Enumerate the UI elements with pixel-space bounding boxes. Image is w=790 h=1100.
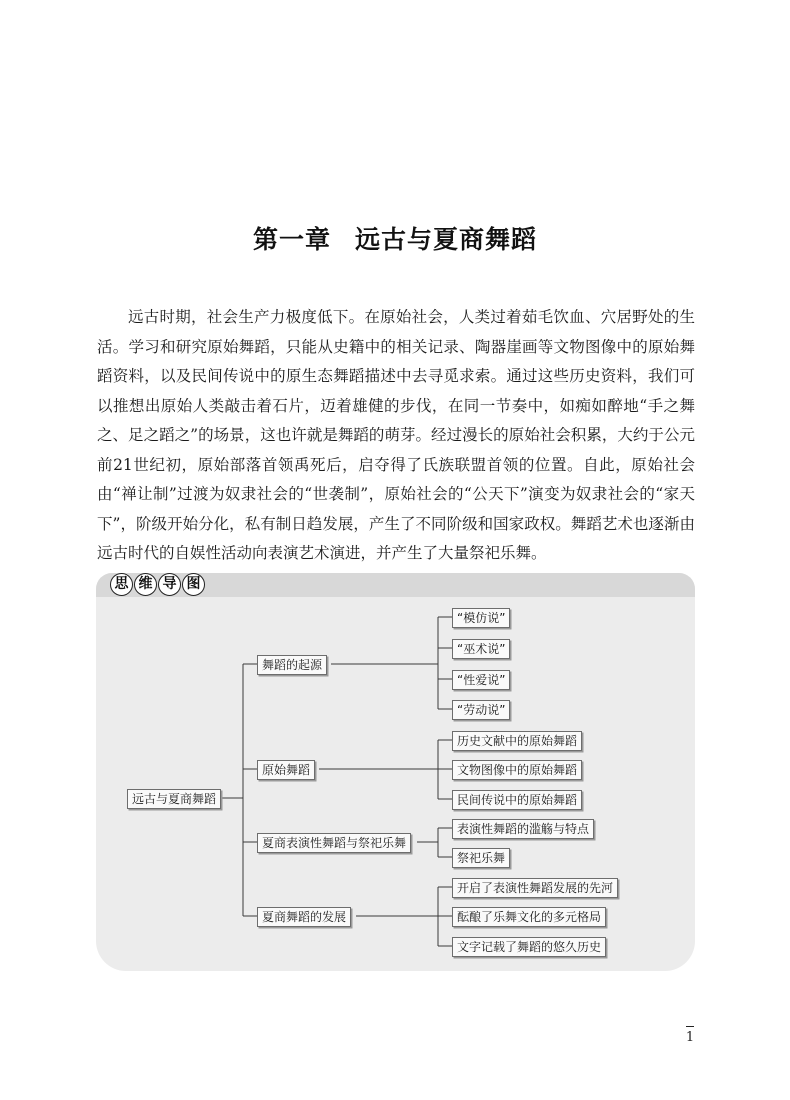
mind-map-leaf-node: 表演性舞蹈的滥觞与特点 (452, 819, 594, 839)
mind-map-root-node: 远古与夏商舞蹈 (127, 789, 221, 809)
page-number-rule (686, 1026, 694, 1027)
mind-map-leaf-node: “巫术说” (452, 639, 510, 659)
mind-map-label-char: 维 (134, 573, 157, 596)
chapter-name: 远古与夏商舞蹈 (355, 224, 538, 254)
intro-paragraph: 远古时期，社会生产力极度低下。在原始社会，人类过着茹毛饮血、穴居野处的生活。学习和研究原始舞蹈，只能从史籍中的相关记录、陶器崖画等文物图像中的原始舞蹈资料，以及民间传说中的原生态舞蹈描述中去寻觅求索。通过这些历史资料，我们可以推想出原始人类敲击着石片，迈着雄健的步伐，在同一节奏中，如痴如醉地“手之舞之、足之蹈之”的场景，这也许就是舞蹈的萌芽。经过漫长的原始社会积累，大约于公元前21世纪初，原始部落首领禹死后，启夺得了氏族联盟首领的位置。自此，原始社会由“禅让制”过渡为奴隶社会的“世袭制”，原始社会的“公天下”演变为奴隶社会的“家天下”，阶级开始分化，私有制日趋发展，产生了不同阶级和国家政权。舞蹈艺术也逐渐由远古时代的自娱性活动向表演艺术演进，并产生了大量祭祀乐舞。 (97, 308, 695, 562)
mind-map-label-char: 导 (158, 573, 181, 596)
mind-map-leaf-node: 文物图像中的原始舞蹈 (452, 760, 582, 780)
mind-map-leaf-node: 开启了表演性舞蹈发展的先河 (452, 878, 618, 898)
mind-map-panel (96, 573, 695, 971)
chapter-number: 第一章 (252, 224, 331, 254)
page-number (682, 1026, 698, 1045)
chapter-title (0, 220, 790, 256)
mind-map-leaf-node: “模仿说” (452, 608, 510, 628)
mind-map-leaf-node: 祭祀乐舞 (452, 848, 510, 868)
mind-map-branch-node: 原始舞蹈 (257, 760, 315, 780)
mind-map-branch-node: 夏商舞蹈的发展 (257, 907, 351, 927)
mind-map-label-char: 思 (110, 573, 133, 596)
mind-map-branch-node: 舞蹈的起源 (257, 655, 327, 675)
mind-map-leaf-node: 民间传说中的原始舞蹈 (452, 790, 582, 810)
page-number-value: 1 (685, 1030, 695, 1045)
mind-map-branch-node: 夏商表演性舞蹈与祭祀乐舞 (257, 833, 411, 853)
mind-map-leaf-node: 酝酿了乐舞文化的多元格局 (452, 907, 606, 927)
mind-map-leaf-node: “性爱说” (452, 670, 510, 690)
mind-map-label-char: 图 (182, 573, 205, 596)
mind-map-leaf-node: 文字记载了舞蹈的悠久历史 (452, 937, 606, 957)
mind-map-leaf-node: 历史文献中的原始舞蹈 (452, 731, 582, 751)
mind-map-leaf-node: “劳动说” (452, 700, 510, 720)
